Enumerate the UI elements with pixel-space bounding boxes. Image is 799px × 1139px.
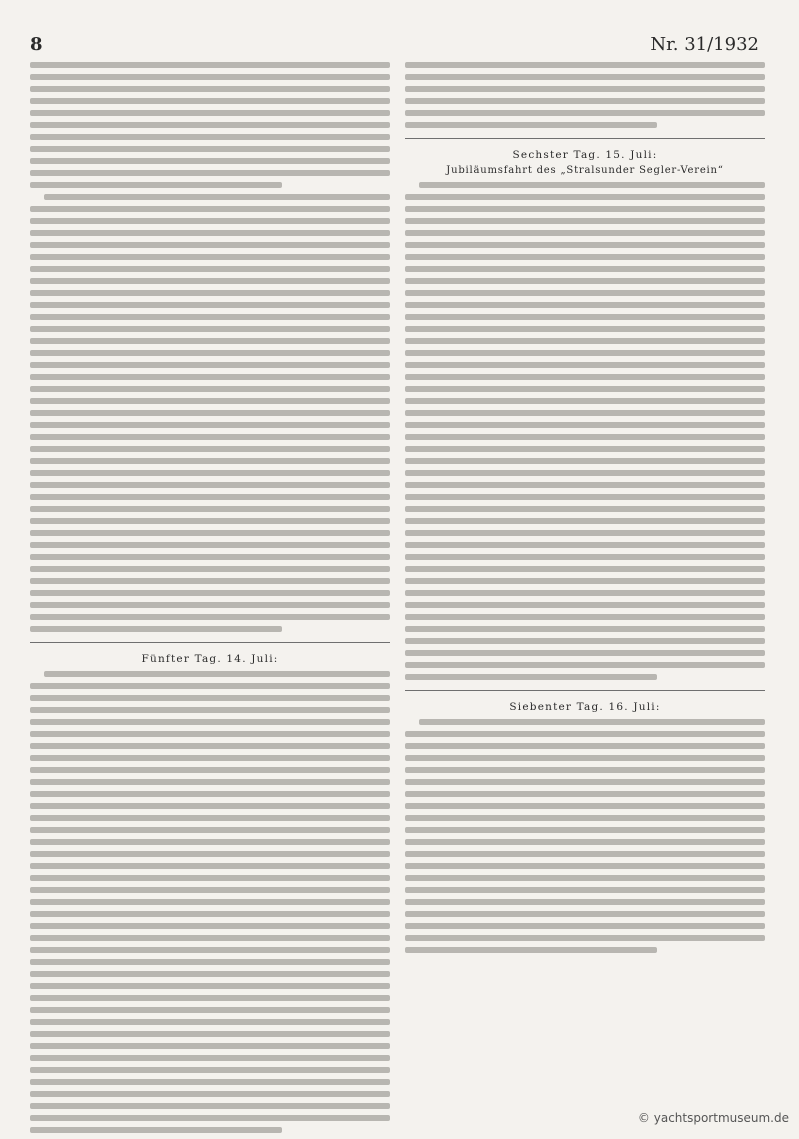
text-block [30, 194, 390, 632]
text-block [405, 182, 765, 680]
watermark: © yachtsportmuseum.de [637, 1111, 789, 1125]
section-subheading: Jubiläumsfahrt des „Stralsunder Segler-Verein“ [446, 165, 724, 176]
text-block [405, 719, 765, 953]
text-block [30, 671, 390, 1133]
text-block [30, 62, 390, 188]
section-heading: Siebenter Tag. 16. Juli: [509, 701, 661, 713]
section-divider [30, 642, 390, 643]
section-divider [405, 138, 765, 139]
column-left [30, 62, 390, 1139]
issue-number: Nr. 31/1932 [650, 34, 759, 55]
section-heading: Sechster Tag. 15. Juli: [512, 149, 658, 161]
section-divider [405, 690, 765, 691]
page-number: 8 [30, 34, 43, 55]
column-right [405, 62, 765, 959]
section-heading: Fünfter Tag. 14. Juli: [141, 653, 279, 665]
text-block [405, 62, 765, 128]
